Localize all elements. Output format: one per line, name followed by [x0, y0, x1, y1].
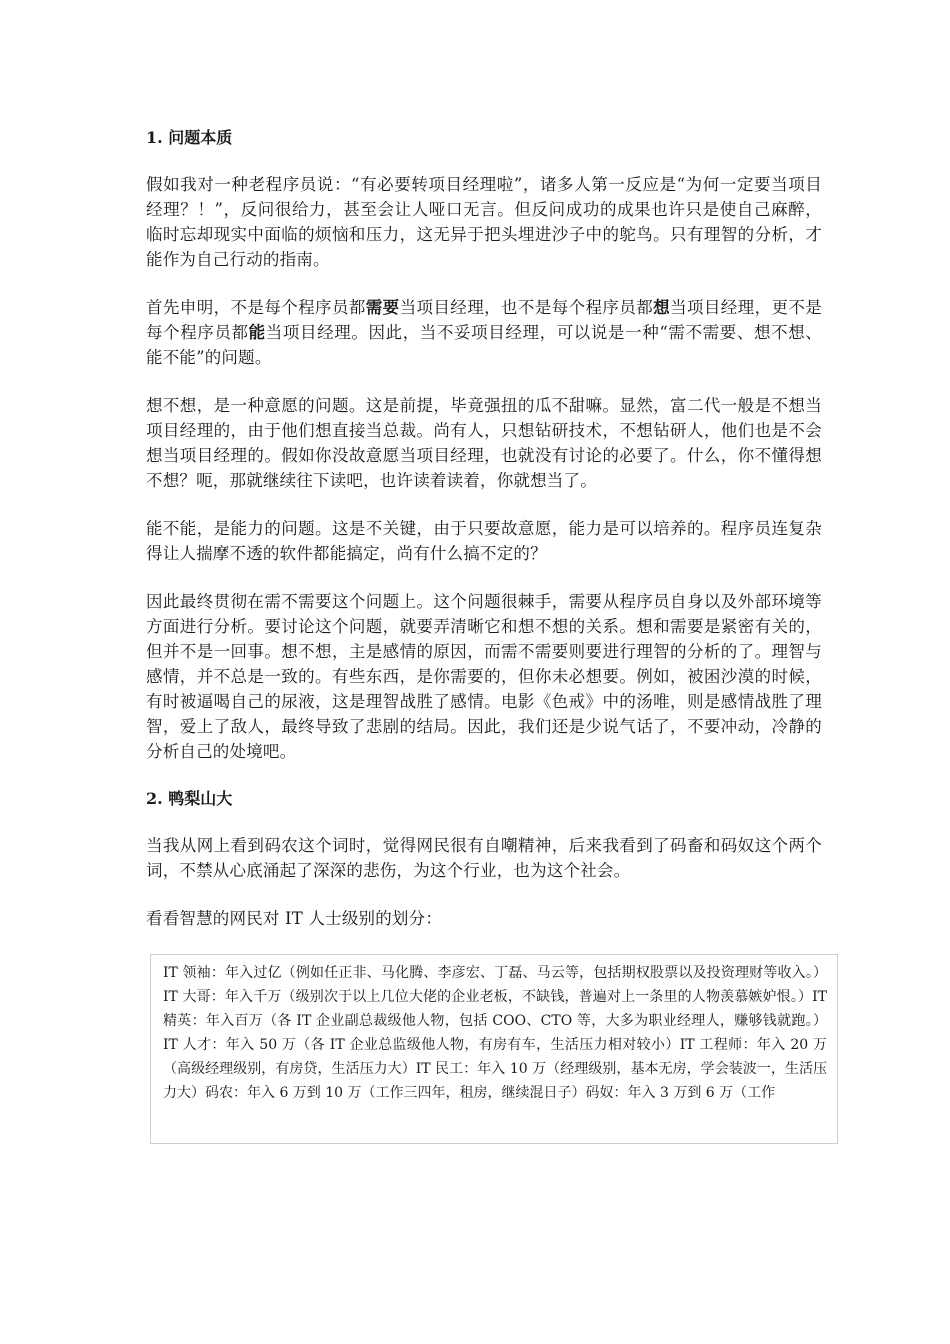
paragraph: 当我从网上看到码农这个词时，觉得网民很有自嘲精神，后来我看到了码畜和码奴这个两个词，不禁从心底涌起了深深的悲伤，为这个行业，也为这个社会。	[146, 836, 822, 880]
text-run: 当项目经理，也不是每个程序员都	[399, 298, 654, 317]
document-page	[146, 118, 827, 1144]
section-heading-1: 1. 问题本质	[146, 128, 233, 147]
paragraph: 看看智慧的网民对 IT 人士级别的划分：	[146, 909, 443, 928]
text-run: 当项目经理。因此，当不妥项目经理，可以说是一种“需不需要、想不想、能不能”的问题。	[146, 323, 822, 367]
bold-text: 能	[248, 323, 266, 342]
text-run: 首先申明，不是每个程序员都	[146, 298, 366, 317]
section-heading-2: 2. 鸭梨山大	[146, 789, 233, 808]
bold-text: 需要	[365, 298, 400, 317]
paragraph: 能不能，是能力的问题。这是不关键，由于只要故意愿，能力是可以培养的。程序员连复杂得让人揣摩不透的软件都能搞定，尚有什么搞不定的？	[146, 519, 822, 563]
paragraph: 想不想，是一种意愿的问题。这是前提，毕竟强扭的瓜不甜嘛。显然，富二代一般是不想当项目经理的，由于他们想直接当总裁。尚有人，只想钻研技术，不想钻研人，他们也是不会想当项目经理的。假如你没故意愿当项目经理，也就没有讨论的必要了。什么，你不懂得想不想？呃，那就继续往下读吧，也许读着读着，你就想当了。	[146, 396, 822, 490]
paragraph: 假如我对一种老程序员说：“有必要转项目经理啦”，诸多人第一反应是“为何一定要当项目经理？！”，反问很给力，甚至会让人哑口无言。但反问成功的成果也许只是使自己麻醉，临时忘却现实中面临的烦恼和压力，这无异于把头埋进沙子中的鸵鸟。只有理智的分析，才能作为自己行动的指南。	[146, 175, 822, 269]
paragraph: 因此最终贯彻在需不需要这个问题上。这个问题很棘手，需要从程序员自身以及外部环境等方面进行分析。要讨论这个问题，就要弄清晰它和想不想的关系。想和需要是紧密有关的，但并不是一回事。想不想，主是感情的原因，而需不需要则要进行理智的分析的了。理智与感情，并不总是一致的。有些东西，是你需要的，但你未必想要。例如，被困沙漠的时候，有时被逼喝自己的尿液，这是理智战胜了感情。电影《色戒》中的汤唯，则是感情战胜了理智，爱上了敌人，最终导致了悲剧的结局。因此，我们还是少说气话了，不要冲动，冷静的分析自己的处境吧。	[146, 592, 822, 761]
quote-box: IT 领袖：年入过亿（例如任正非、马化腾、李彦宏、丁磊、马云等，包括期权股票以及投资理财等收入。）IT 大哥：年入千万（级别次于以上几位大佬的企业老板，不缺钱，普遍对上一条里的人物羡慕嫉妒恨。）IT 精英：年入百万（各 IT 企业副总裁级他人物，包括 COO、CTO 等，大多为职业经理人，赚够钱就跑。）IT 人才：年入 50 万（各 IT 企业总监级他人物，有房有车，生活压力相对较小）IT 工程师：年入 20 万（高级经理级别，有房贷，生活压力大）IT 民工：年入 10 万（经理级别，基本无房，学会装波一，生活压力大）码农：年入 6 万到 10 万（工作三四年，租房，继续混日子）码奴：年入 3 万到 6 万（工作	[150, 954, 838, 1144]
text-run: 当项目经理，更不是每个程序员都	[146, 298, 822, 342]
bold-text: 想	[653, 298, 671, 317]
paragraph	[146, 295, 822, 370]
